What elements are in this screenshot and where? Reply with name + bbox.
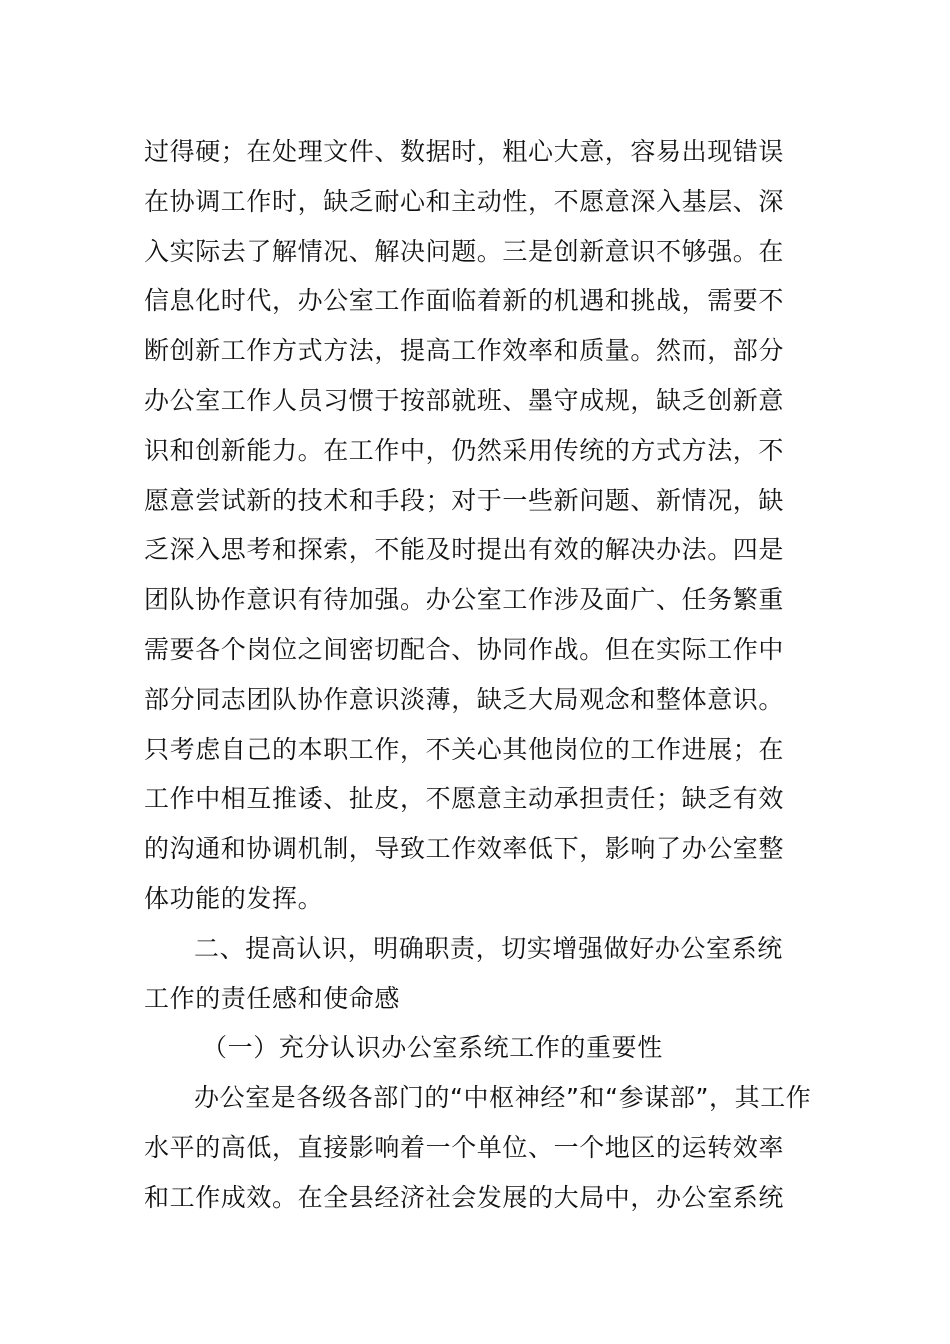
body-line: 过得硬；在处理文件、数据时，粗心大意，容易出现错误	[144, 137, 785, 166]
body-line: 乏深入思考和探索，不能及时提出有效的解决办法。四是	[144, 535, 785, 565]
body-line: 断创新工作方式方法，提高工作效率和质量。然而，部分	[144, 336, 785, 366]
section-heading-line: 工作的责任感和使命感	[144, 983, 401, 1013]
body-line: 体功能的发挥。	[144, 883, 324, 913]
section-heading-line: 二、提高认识，明确职责，切实增强做好办公室系统	[194, 933, 783, 963]
body-line: 和工作成效。在全县经济社会发展的大局中，办公室系统	[144, 1182, 785, 1212]
body-line: 只考虑自己的本职工作，不关心其他岗位的工作进展；在	[144, 734, 785, 764]
body-line: 办公室是各级各部门的“中枢神经”和“参谋部”，其工作	[194, 1083, 812, 1113]
body-line: 团队协作意识有待加强。办公室工作涉及面广、任务繁重	[144, 585, 785, 615]
document-body	[144, 127, 814, 1223]
body-line: 识和创新能力。在工作中，仍然采用传统的方式方法，不	[144, 435, 785, 465]
subsection-heading: （一）充分认识办公室系统工作的重要性	[202, 1033, 663, 1063]
body-line: 信息化时代，办公室工作面临着新的机遇和挑战，需要不	[144, 286, 785, 316]
body-line: 部分同志团队协作意识淡薄，缺乏大局观念和整体意识。	[144, 684, 785, 714]
body-line: 愿意尝试新的技术和手段；对于一些新问题、新情况，缺	[144, 485, 785, 515]
body-line: 在协调工作时，缺乏耐心和主动性，不愿意深入基层、深	[144, 186, 785, 216]
body-line: 工作中相互推诿、扯皮，不愿意主动承担责任；缺乏有效	[144, 784, 785, 814]
body-line: 办公室工作人员习惯于按部就班、墨守成规，缺乏创新意	[144, 385, 785, 415]
body-line: 需要各个岗位之间密切配合、协同作战。但在实际工作中	[144, 634, 785, 664]
body-line: 的沟通和协调机制，导致工作效率低下，影响了办公室整	[144, 834, 785, 864]
body-line: 入实际去了解情况、解决问题。三是创新意识不够强。在	[144, 236, 785, 266]
body-line: 水平的高低，直接影响着一个单位、一个地区的运转效率	[144, 1132, 785, 1162]
